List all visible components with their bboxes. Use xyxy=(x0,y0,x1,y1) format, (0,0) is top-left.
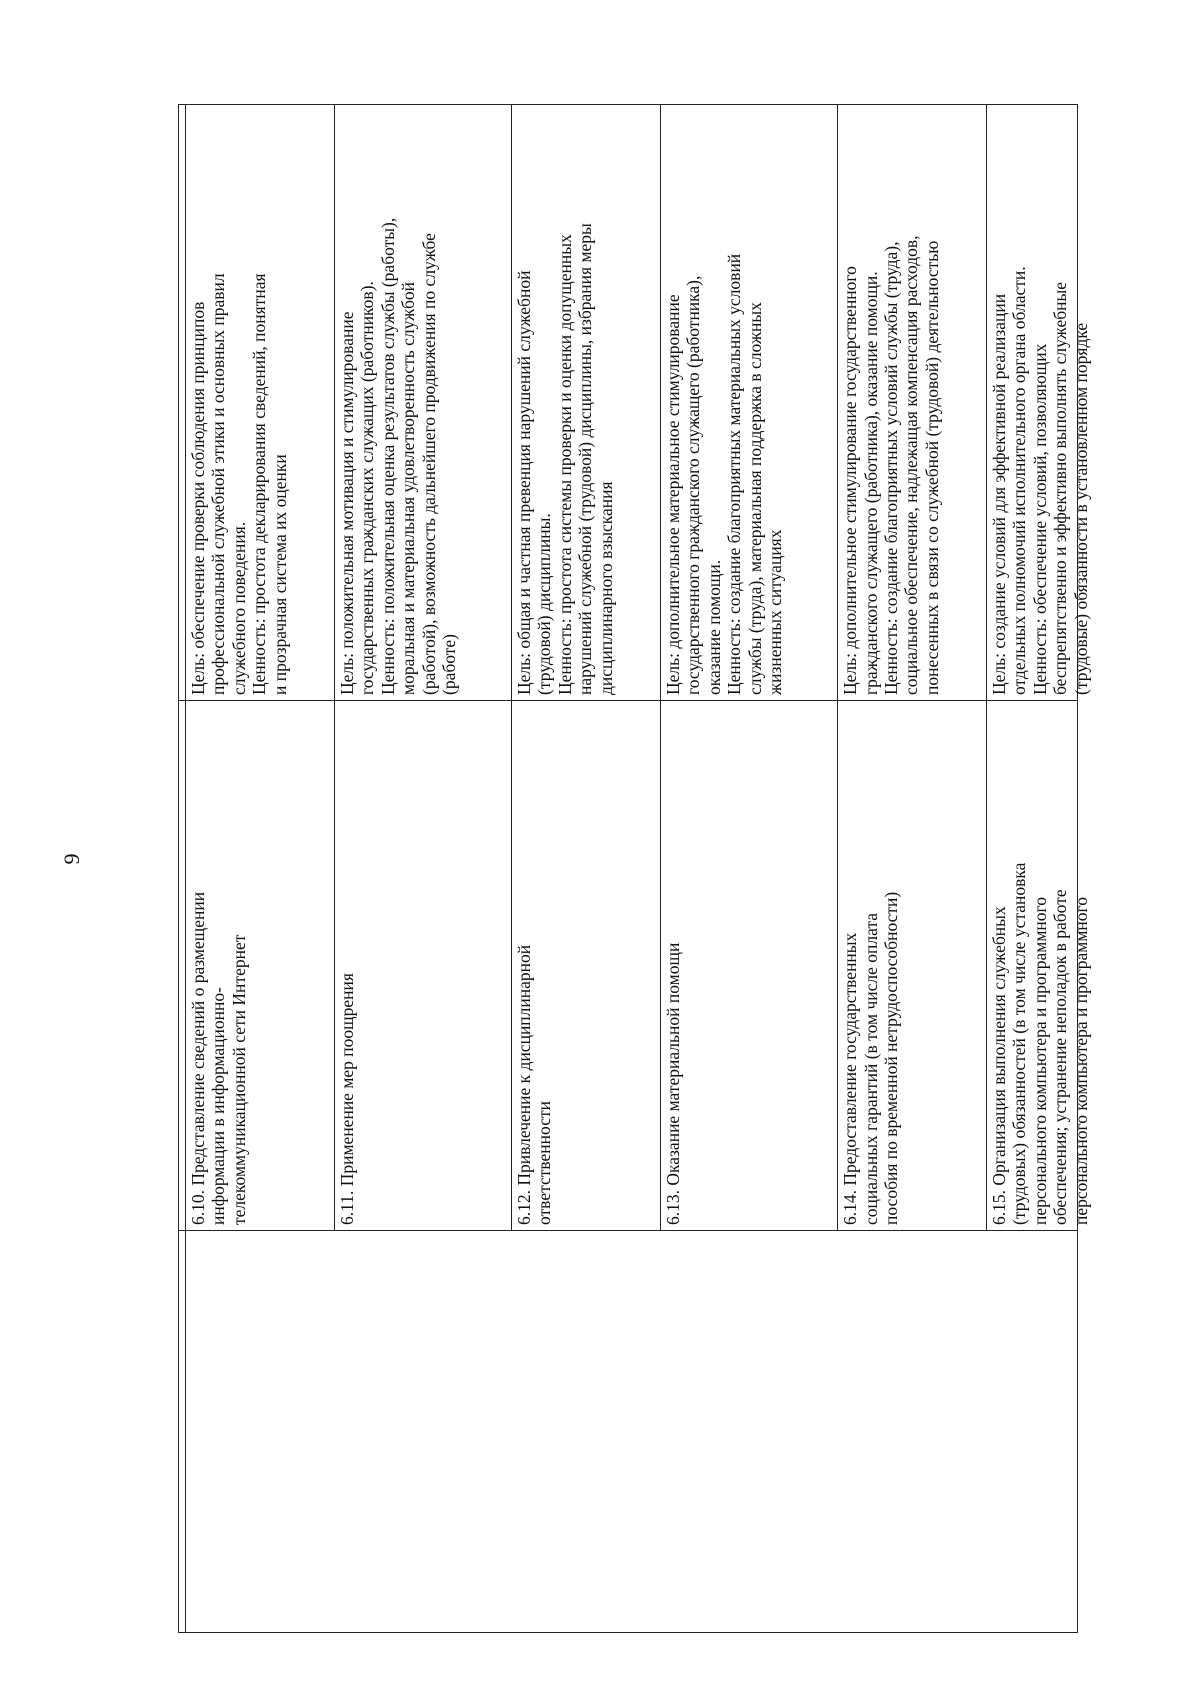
page-number: 9 xyxy=(59,853,84,865)
table-cell-blank xyxy=(179,105,186,701)
table-cell-item xyxy=(185,701,334,1231)
table-cell-item xyxy=(512,701,661,1231)
document-table-wrapper xyxy=(178,105,1091,1633)
table-cell-description xyxy=(185,105,334,701)
table-cell-item xyxy=(987,701,1091,1231)
table-cell-description xyxy=(334,105,511,701)
description-text: Цель: дополнительное стимулирование государственного гражданского служащего (работника), оказание помощи. Ценность: создание благоприятных условий службы (труда), социальное обеспечение, надлежащая компенсация расходов, понесенных в связи со служебной (трудовой) деятельностью xyxy=(840,235,942,695)
table-cell-blank xyxy=(179,701,186,1231)
table-cell-item xyxy=(334,701,511,1231)
table-cell-description xyxy=(512,105,661,701)
item-text: 6.15. Организация выполнения служебных (трудовых) обязанностей (в том числе установка персонального компьютера и программного обеспечения; устранение неполадок в работе персонального компьютера и программного xyxy=(989,862,1091,1225)
document-table xyxy=(178,104,1091,1633)
description-text: Цель: дополнительное материальное стимулирование государственного гражданского служащего (работника), оказание помощи. Ценность: создание благоприятных материальных условий службы (труда), материальная поддержка в сложных жизненных ситуациях xyxy=(662,253,786,695)
table-cell-description xyxy=(987,105,1091,701)
table-cell-description xyxy=(660,105,837,701)
item-text: 6.14. Предоставление государственных социальных гарантий (в том числе оплата пособия по временной нетрудоспособности) xyxy=(840,891,902,1225)
table-cell-item xyxy=(660,701,837,1231)
description-text: Цель: обеспечение проверки соблюдения принципов профессиональной служебной этики и основных правил служебного поведения. Ценность: простота декларирования сведений, понятная и прозрачная система их оценки xyxy=(187,273,290,695)
description-text: Цель: создание условий для эффективной реализации отдельных полномочий исполнительного органа области. Ценность: обеспечение условий, позволяющих беспрепятственно и эффективно выполнять служебные (трудовые) обязанности в установленном порядке xyxy=(989,266,1091,695)
table-cell-item xyxy=(838,701,987,1231)
item-text: 6.10. Представление сведений о размещении информации в информационно- телекоммуникационной сети Интернет xyxy=(187,891,249,1225)
description-text: Цель: общая и частная превенция нарушений служебной (трудовой) дисциплины. Ценность: простота системы проверки и оценки допущенных нарушений служебной (трудовой) дисциплины, избрания меры дисциплинарного взыскания xyxy=(514,223,616,695)
item-text: 6.11. Применение мер поощрения xyxy=(336,973,357,1225)
table-row xyxy=(185,105,334,1633)
table-cell-blank xyxy=(179,1231,186,1633)
table-cell-description xyxy=(838,105,987,701)
item-text: 6.12. Привлечение к дисциплинарной ответственности xyxy=(514,944,555,1225)
item-text: 6.13. Оказание материальной помощи xyxy=(662,942,683,1225)
description-text: Цель: положительная мотивация и стимулирование государственных гражданских служащих (работников). Ценность: положительная оценка результатов службы (работы), моральная и материальная удовлетворенность службой (работой), возможность дальнейшего продвижения по службе (работе) xyxy=(336,217,460,695)
table-cell-empty-column xyxy=(185,1231,1077,1633)
table-row-blank xyxy=(179,105,186,1633)
